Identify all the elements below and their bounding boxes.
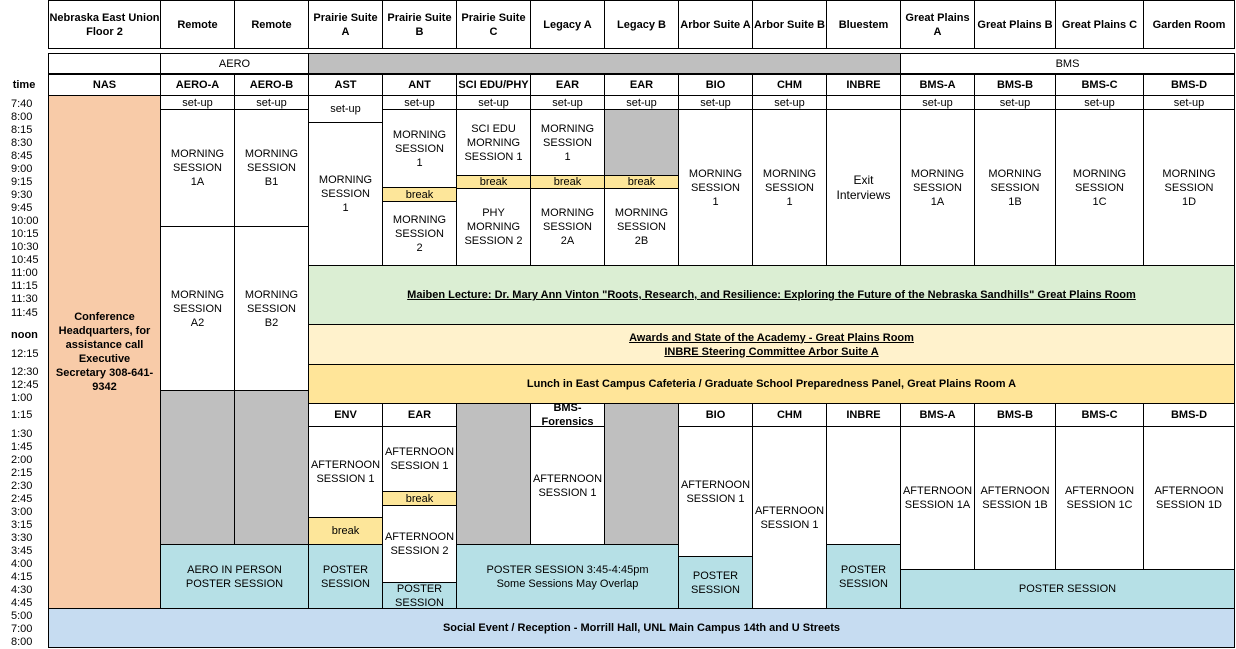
room-remote-2: Remote <box>234 0 309 49</box>
time-slot: 11:00 <box>11 267 38 279</box>
setup-cell: set-up <box>974 95 1056 110</box>
bio-morning-1: MORNING SESSION 1 <box>678 109 753 266</box>
setup-cell: set-up <box>234 95 309 110</box>
room-great-plains-c: Great Plains C <box>1055 0 1144 49</box>
legacy-b-gray <box>604 109 679 176</box>
room-prairie-suite-b: Prairie Suite B <box>382 0 457 49</box>
time-slot: 3:45 <box>11 545 33 557</box>
time-slot: 2:00 <box>11 454 33 466</box>
ast-morning-1: MORNING SESSION 1 <box>308 122 383 266</box>
time-slot: 9:30 <box>11 189 33 201</box>
pm-section-bms-c: BMS-C <box>1055 403 1144 427</box>
aero-b-gray <box>234 390 309 545</box>
bms-d-afternoon-1d: AFTERNOON SESSION 1D <box>1143 426 1235 570</box>
ear-poster-session: POSTER SESSION <box>382 582 457 609</box>
time-slot: 4:00 <box>11 558 33 570</box>
time-slot: 11:15 <box>11 280 38 292</box>
room-legacy-a: Legacy A <box>530 0 605 49</box>
bio-afternoon-1: AFTERNOON SESSION 1 <box>678 426 753 557</box>
time-slot: 8:00 <box>11 636 33 648</box>
ant-break: break <box>382 187 457 202</box>
time-slot: 3:30 <box>11 532 33 544</box>
phy-morning-2: PHY MORNING SESSION 2 <box>456 188 531 266</box>
setup-cell: set-up <box>678 95 753 110</box>
section-ear-1: EAR <box>530 74 605 96</box>
bms-b-morning-1b: MORNING SESSION 1B <box>974 109 1056 266</box>
time-slot: 4:45 <box>11 597 33 609</box>
pm-gray-prairie-c <box>456 403 531 545</box>
setup-cell: set-up <box>752 95 827 110</box>
time-slot: 3:15 <box>11 519 33 531</box>
aero-a-morning-a2: MORNING SESSION A2 <box>160 226 235 391</box>
room-great-plains-a: Great Plains A <box>900 0 975 49</box>
pm-section-inbre: INBRE <box>826 403 901 427</box>
time-slot: 2:15 <box>11 467 33 479</box>
setup-cell: set-up <box>530 95 605 110</box>
time-slot: 8:45 <box>11 150 33 162</box>
time-slot: 9:15 <box>11 176 33 188</box>
nas-headquarters: Conference Headquarters, for assistance call Executive Secretary 308-641-9342 <box>48 95 161 609</box>
ear-break: break <box>382 491 457 506</box>
section-sci-phy: SCI EDU/PHY <box>456 74 531 96</box>
ant-morning-2: MORNING SESSION 2 <box>382 201 457 266</box>
time-slot: 10:45 <box>11 254 39 266</box>
room-great-plains-b: Great Plains B <box>974 0 1056 49</box>
time-slot: 9:00 <box>11 163 33 175</box>
section-bms-a: BMS-A <box>900 74 975 96</box>
room-remote-1: Remote <box>160 0 235 49</box>
section-bms-c: BMS-C <box>1055 74 1144 96</box>
lunch-band: Lunch in East Campus Cafeteria / Graduate School Preparedness Panel, Great Plains Room A <box>308 364 1235 404</box>
time-slot: 9:45 <box>11 202 33 214</box>
bms-c-afternoon-1c: AFTERNOON SESSION 1C <box>1055 426 1144 570</box>
awards-inbre-band <box>308 324 1235 365</box>
time-slot: 10:00 <box>11 215 39 227</box>
setup-cell: set-up <box>900 95 975 110</box>
aero-a-morning-1a: MORNING SESSION 1A <box>160 109 235 227</box>
time-slot: noon <box>11 329 38 341</box>
time-slot: 8:15 <box>11 124 33 136</box>
ear-afternoon-1: AFTERNOON SESSION 1 <box>382 426 457 492</box>
ear-afternoon-2: AFTERNOON SESSION 2 <box>382 505 457 583</box>
sci-break: break <box>456 175 531 189</box>
pm-section-bms-a: BMS-A <box>900 403 975 427</box>
setup-cell: set-up <box>604 95 679 110</box>
maiben-lecture: Maiben Lecture: Dr. Mary Ann Vinton "Roots, Research, and Resilience: Exploring the Future of the Nebraska Sandhills" Great Plains Room <box>308 265 1235 325</box>
time-slot: 7:00 <box>11 623 33 635</box>
room-garden: Garden Room <box>1143 0 1235 49</box>
time-slot: 2:45 <box>11 493 33 505</box>
time-slot: 12:45 <box>11 379 39 391</box>
time-slot: 4:15 <box>11 571 33 583</box>
forensics-afternoon-1: AFTERNOON SESSION 1 <box>530 426 605 545</box>
bms-poster-session: POSTER SESSION <box>900 569 1235 609</box>
legacy-a-morning-2a: MORNING SESSION 2A <box>530 188 605 266</box>
room-prairie-suite-c: Prairie Suite C <box>456 0 531 49</box>
env-break: break <box>308 517 383 545</box>
setup-cell: set-up <box>308 95 383 123</box>
time-slot: 11:30 <box>11 293 38 305</box>
bio-poster-session: POSTER SESSION <box>678 556 753 609</box>
section-bms-b: BMS-B <box>974 74 1056 96</box>
bms-c-morning-1c: MORNING SESSION 1C <box>1055 109 1144 266</box>
time-slot: 1:15 <box>11 409 33 421</box>
inbre-poster-session: POSTER SESSION <box>826 544 901 609</box>
setup-cell: set-up <box>1055 95 1144 110</box>
legacy-a-morning-1: MORNING SESSION 1 <box>530 109 605 176</box>
aero-b-morning-b2: MORNING SESSION B2 <box>234 226 309 391</box>
legacy-b-break: break <box>604 175 679 189</box>
setup-cell: set-up <box>1143 95 1235 110</box>
section-bio: BIO <box>678 74 753 96</box>
setup-cell: set-up <box>456 95 531 110</box>
chm-afternoon-1: AFTERNOON SESSION 1 <box>752 426 827 609</box>
time-slot: 2:30 <box>11 480 33 492</box>
pm-section-env: ENV <box>308 403 383 427</box>
pm-section-chm: CHM <box>752 403 827 427</box>
section-nas: NAS <box>48 74 161 96</box>
pm-gray-legacy-b <box>604 403 679 545</box>
time-slot: 10:15 <box>11 228 39 240</box>
time-slot: 4:30 <box>11 584 33 596</box>
setup-cell: set-up <box>382 95 457 110</box>
bms-b-afternoon-1b: AFTERNOON SESSION 1B <box>974 426 1056 570</box>
time-slot: 12:30 <box>11 366 39 378</box>
venue-header: Nebraska East Union Floor 2 <box>48 0 161 49</box>
pm-section-bio: BIO <box>678 403 753 427</box>
inbre-setup-blank <box>826 95 901 110</box>
legacy-a-break: break <box>530 175 605 189</box>
aero-poster-session: AERO IN PERSON POSTER SESSION <box>160 544 309 609</box>
room-bluestem: Bluestem <box>826 0 901 49</box>
pm-section-bms-b: BMS-B <box>974 403 1056 427</box>
chm-morning-1: MORNING SESSION 1 <box>752 109 827 266</box>
section-aero-a: AERO-A <box>160 74 235 96</box>
time-slot: 1:45 <box>11 441 33 453</box>
group-bms: BMS <box>900 53 1235 74</box>
section-inbre: INBRE <box>826 74 901 96</box>
room-prairie-suite-a: Prairie Suite A <box>308 0 383 49</box>
aero-a-gray <box>160 390 235 545</box>
pm-section-bms-forensics: BMS-Forensics <box>530 403 605 427</box>
env-poster-session: POSTER SESSION <box>308 544 383 609</box>
mid-poster-session: POSTER SESSION 3:45-4:45pm Some Sessions May Overlap <box>456 544 679 609</box>
inbre-afternoon-blank <box>826 426 901 545</box>
section-chm: CHM <box>752 74 827 96</box>
time-slot: 5:00 <box>11 610 33 622</box>
pm-section-bms-d: BMS-D <box>1143 403 1235 427</box>
env-afternoon-1: AFTERNOON SESSION 1 <box>308 426 383 518</box>
social-event: Social Event / Reception - Morrill Hall, UNL Main Campus 14th and U Streets <box>48 608 1235 648</box>
section-ear-2: EAR <box>604 74 679 96</box>
inbre-steering-text: INBRE Steering Committee Arbor Suite A <box>664 345 879 358</box>
bms-a-morning-1a: MORNING SESSION 1A <box>900 109 975 266</box>
ant-morning-1: MORNING SESSION 1 <box>382 109 457 188</box>
bms-a-afternoon-1a: AFTERNOON SESSION 1A <box>900 426 975 570</box>
group-aero: AERO <box>160 53 309 74</box>
bms-d-morning-1d: MORNING SESSION 1D <box>1143 109 1235 266</box>
section-bms-d: BMS-D <box>1143 74 1235 96</box>
time-slot: 1:30 <box>11 428 33 440</box>
room-arbor-suite-b: Arbor Suite B <box>752 0 827 49</box>
inbre-exit-interviews: Exit Interviews <box>826 109 901 266</box>
room-arbor-suite-a: Arbor Suite A <box>678 0 753 49</box>
time-header: time <box>12 79 36 91</box>
section-ast: AST <box>308 74 383 96</box>
group-gray <box>308 53 901 74</box>
time-slot: 3:00 <box>11 506 33 518</box>
aero-b-morning-b1: MORNING SESSION B1 <box>234 109 309 227</box>
time-slot: 12:15 <box>11 348 39 360</box>
sci-edu-morning-1: SCI EDU MORNING SESSION 1 <box>456 109 531 176</box>
time-slot: 10:30 <box>11 241 39 253</box>
awards-text: Awards and State of the Academy - Great Plains Room <box>629 331 914 344</box>
section-aero-b: AERO-B <box>234 74 309 96</box>
section-ant: ANT <box>382 74 457 96</box>
legacy-b-morning-2b: MORNING SESSION 2B <box>604 188 679 266</box>
time-slot: 8:00 <box>11 111 33 123</box>
time-slot: 11:45 <box>11 307 38 319</box>
time-slot: 8:30 <box>11 137 33 149</box>
time-slot: 7:40 <box>11 98 33 110</box>
time-slot: 1:00 <box>11 392 33 404</box>
setup-cell: set-up <box>160 95 235 110</box>
pm-section-ear: EAR <box>382 403 457 427</box>
room-legacy-b: Legacy B <box>604 0 679 49</box>
group-blank <box>48 53 161 74</box>
